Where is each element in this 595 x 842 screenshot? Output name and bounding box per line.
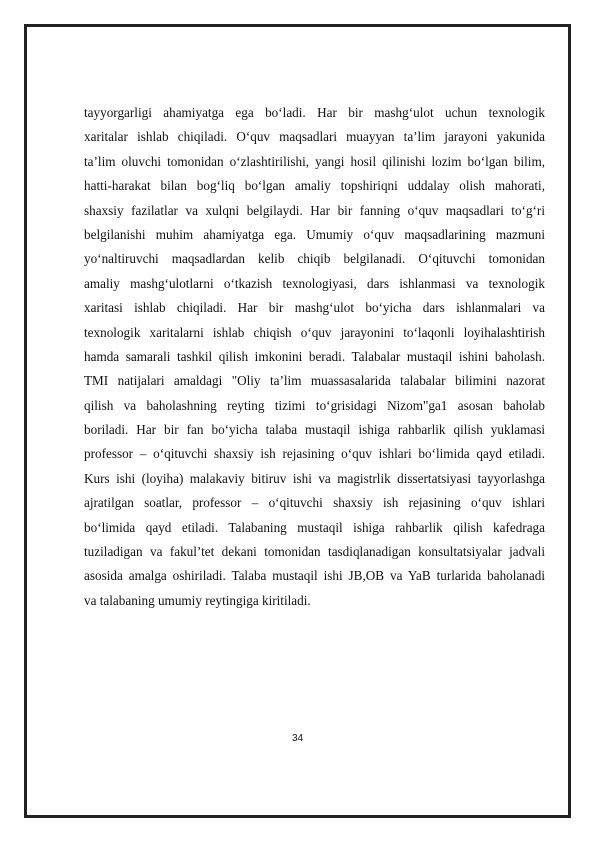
- text-line: Kurs ishi (loyiha) malakaviy bitiruv ishi va magistrlik dissertatsiyasi tayyorlashga: [84, 470, 545, 486]
- text-line: tuziladigan va fakul’tet dekani tomonidan tasdiqlanadigan konsultatsiyalar jadvali: [84, 544, 545, 560]
- text-line: xaritasi ishlab chiqiladi. Har bir mashg‘ulot bo‘yicha dars ishlanmalari va: [84, 300, 545, 316]
- text-line: qilish va baholashning reyting tizimi to‘grisidagi Nizom"ga1 asosan baholab: [84, 397, 545, 413]
- text-line: hatti-harakat bilan bog‘liq bo‘lgan amaliy topshiriqni uddalay olish mahorati,: [84, 178, 545, 194]
- text-line: yo‘naltiruvchi maqsadlardan kelib chiqib belgilanadi. O‘qituvchi tomonidan: [84, 251, 545, 267]
- text-line: belgilanishi muhim ahamiyatga ega. Umumiy o‘quv maqsadlarining mazmuni: [84, 226, 545, 242]
- text-line: boriladi. Har bir fan bo‘yicha talaba mustaqil ishiga rahbarlik qilish yuklamasi: [84, 422, 545, 438]
- text-line: amaliy mashg‘ulotlarni o‘tkazish texnologiyasi, dars ishlanmasi va texnologik: [84, 275, 545, 291]
- text-line: tayyorgarligi ahamiyatga ega bo‘ladi. Har bir mashg‘ulot uchun texnologik: [84, 105, 545, 120]
- text-line: bo‘limida qayd etiladi. Talabaning mustaqil ishiga rahbarlik qilish kafedraga: [84, 519, 545, 535]
- text-line: ta’lim oluvchi tomonidan o‘zlashtirilishi, yangi hosil qilinishi lozim bo‘lgan bilim,: [84, 153, 545, 169]
- text-line: va talabaning umumiy reytingiga kiritiladi.: [84, 592, 311, 608]
- text-line: TMI natijalari amaldagi "Oliy ta’lim muassasalarida talabalar bilimini nazorat: [84, 373, 545, 389]
- text-line: texnologik xaritalarni ishlab chiqish o‘quv jarayonini to‘laqonli loyihalashtirish: [84, 324, 545, 340]
- text-line: xaritalar ishlab chiqiladi. O‘quv maqsadlari muayyan ta’lim jarayoni yakunida: [84, 129, 545, 145]
- page-number: 34: [291, 733, 304, 744]
- text-line: professor – o‘qituvchi shaxsiy ish rejasining o‘quv ishlari bo‘limida qayd etiladi.: [84, 446, 545, 462]
- text-line: ajratilgan soatlar, professor – o‘qituvchi shaxsiy ish rejasining o‘quv ishlari: [84, 495, 545, 511]
- body-text: [84, 101, 545, 613]
- text-line: hamda samarali tashkil qilish imkonini beradi. Talabalar mustaqil ishini baholash.: [84, 348, 545, 364]
- text-line: asosida amalga oshiriladi. Talaba mustaqil ishi JB,OB va YaB turlarida baholanadi: [84, 568, 545, 584]
- text-line: shaxsiy fazilatlar va xulqni belgilaydi. Har bir fanning o‘quv maqsadlari to‘g‘ri: [84, 202, 545, 218]
